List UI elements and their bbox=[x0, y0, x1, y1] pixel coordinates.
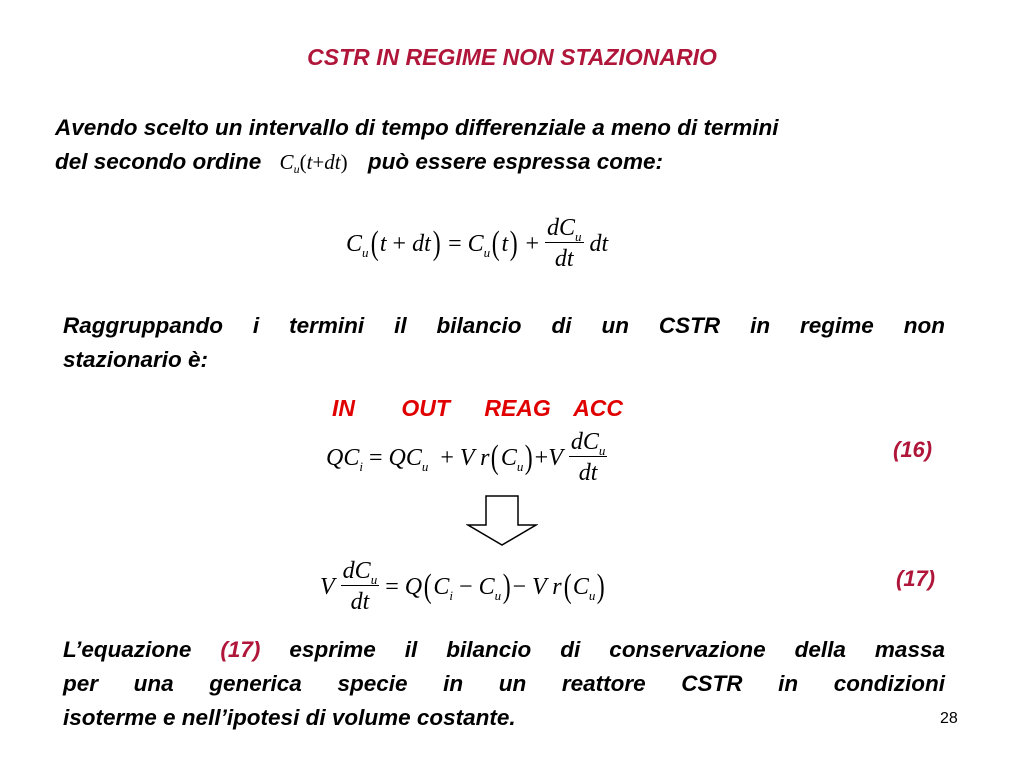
intro-line-2-start: del secondo ordine bbox=[55, 149, 262, 174]
equation-16: $QC_i = QC_u + V$ $r(C_u)+V$ $\frac{dC_u}{dt}$ bbox=[326, 429, 606, 486]
slide-title: CSTR IN REGIME NON STAZIONARIO bbox=[307, 44, 717, 70]
conclusion-line-1 bbox=[63, 633, 945, 667]
intro-line-2 bbox=[55, 145, 980, 179]
equation-17: V $\frac{dC_u}{dt}$ = $Q(C_i - C_u)- V$ $r(C_u)$ bbox=[320, 558, 606, 615]
label-reag: REAG bbox=[484, 395, 551, 421]
conclusion-paragraph bbox=[63, 633, 945, 735]
equation-number-16: (16) bbox=[893, 437, 933, 462]
conclusion-start: L’equazione bbox=[63, 637, 192, 662]
intro-line-1: Avendo scelto un intervallo di tempo differenziale a meno di termini bbox=[55, 115, 779, 140]
label-acc: ACC bbox=[573, 395, 624, 421]
down-arrow-icon bbox=[466, 495, 538, 547]
label-out: OUT bbox=[401, 395, 450, 421]
page-number: 28 bbox=[940, 710, 958, 727]
conclusion-line-2: per una generica specie in un reattore CSTR in condizioni bbox=[63, 671, 945, 696]
intro-paragraph bbox=[55, 111, 980, 179]
grouping-line-2: stazionario è: bbox=[63, 347, 209, 372]
grouping-paragraph bbox=[63, 309, 945, 343]
inline-expression: $C_u(t+dt)$ bbox=[279, 150, 348, 176]
grouping-line-1: Raggruppando i termini il bilancio di un CSTR in regime non bbox=[63, 313, 945, 338]
conclusion-rest: esprime il bilancio di conservazione della massa bbox=[289, 637, 945, 662]
equation-reference: (17) bbox=[220, 637, 261, 662]
conclusion-line-3: isoterme e nell’ipotesi di volume costante. bbox=[63, 705, 516, 730]
label-in: IN bbox=[332, 395, 355, 421]
intro-line-2-end: può essere espressa come: bbox=[367, 149, 664, 174]
equation-taylor: $C_u(t + dt) = C_u(t)$ + $\frac{dC_u}{dt}$ dt bbox=[346, 215, 609, 272]
equation-number-17: (17) bbox=[896, 566, 936, 591]
balance-labels bbox=[332, 395, 623, 422]
